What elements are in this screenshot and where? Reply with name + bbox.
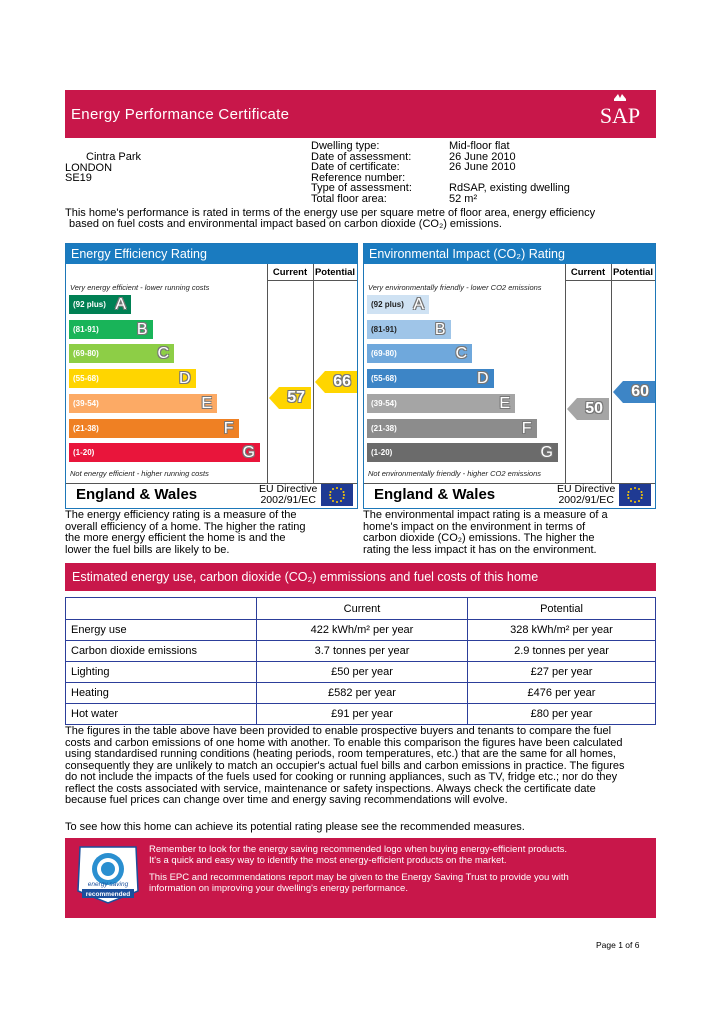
desc-line: rating the less impact it has on the environment.: [363, 543, 597, 556]
table-header-row: [66, 598, 656, 620]
estimated-costs-title: Estimated energy use, carbon dioxide (CO₂) emmissions and fuel costs of this home: [65, 563, 656, 591]
rating-band-c: [69, 344, 174, 363]
band-letter: E: [499, 394, 510, 412]
eu-flag-icon: [619, 484, 651, 506]
banner-line: This EPC and recommendations report may be given to the Energy Saving Trust to provide you with: [149, 872, 569, 883]
potential-rating-arrow: [613, 381, 655, 403]
band-letter: C: [455, 345, 467, 363]
band-letter: B: [136, 320, 148, 338]
energy-efficiency-title: Energy Efficiency Rating: [66, 244, 357, 264]
detail-value: Mid-floor flat: [449, 140, 510, 152]
address-line-1: Cintra Park: [86, 151, 142, 163]
efficiency-description: [65, 510, 355, 556]
row-potential: 328 kWh/m² per year: [468, 620, 656, 641]
eu-directive: [259, 484, 317, 506]
environmental-impact-title: Environmental Impact (CO₂) Rating: [364, 244, 655, 264]
band-letter: D: [476, 370, 489, 388]
rating-band-g: [367, 443, 558, 462]
header-divider: [565, 280, 655, 281]
row-label: Energy use: [66, 620, 257, 641]
rating-band-g: [69, 443, 260, 462]
potential-column-header: Potential: [314, 267, 356, 278]
detail-row: [311, 183, 570, 194]
current-column-header: Current: [272, 267, 308, 278]
band-range: (69-80): [73, 349, 99, 359]
rating-band-d: [69, 369, 196, 388]
environmental-impact-panel: [363, 243, 656, 509]
address-line-2: LONDON: [65, 161, 113, 174]
band-letter: E: [201, 394, 212, 412]
directive-line-2: 2002/91/EC: [558, 494, 614, 506]
rating-band-a: [69, 295, 131, 314]
band-range: (39-54): [73, 398, 99, 408]
row-potential: £476 per year: [468, 683, 656, 704]
para-line: costs and carbon emissions of one home with another. To enable this comparison the figures have been calculated: [65, 736, 623, 749]
top-note: Very environmentally friendly - lower CO2 emissions: [368, 283, 542, 292]
para-line: reflect the costs associated with service, maintenance or safety inspections. Always check the certificate date: [65, 782, 596, 795]
band-range: (1-20): [73, 448, 95, 458]
potential-rating-value: 66: [333, 372, 351, 390]
certificate-title: Energy Performance Certificate: [71, 106, 290, 123]
property-address: [65, 152, 141, 184]
table-header-current: Current: [257, 598, 468, 620]
rating-band-b: [367, 320, 451, 339]
detail-label: Reference number:: [311, 171, 406, 184]
sap-logo-icon: [592, 93, 648, 133]
band-range: (81-91): [371, 324, 397, 334]
detail-value: 52 m²: [449, 192, 478, 205]
intro-line-1: This home's performance is rated in terms of the energy use per square metre of floor area, energy efficiency: [65, 207, 596, 219]
estimated-costs-table: [65, 597, 656, 725]
directive-line-1: EU Directive: [557, 483, 616, 495]
sap-logo-text: SAP: [599, 103, 641, 128]
para-line: using standardised running conditions (heating periods, room temperatures, etc.) that are the same for all homes,: [65, 748, 616, 760]
desc-line: The energy efficiency rating is a measure of the: [65, 509, 297, 521]
band-range: (92 plus): [73, 300, 106, 309]
row-label: Lighting: [66, 662, 257, 683]
band-range: (21-38): [73, 423, 99, 433]
para-line: The figures in the table above have been provided to enable prospective buyers and tenants to compare the fuel: [65, 725, 612, 737]
panel-footer: [367, 483, 652, 507]
detail-value: 26 June 2010: [449, 161, 516, 173]
directive-line-2: 2002/91/EC: [260, 494, 316, 506]
banner-text-1: [149, 844, 567, 866]
detail-row: [311, 141, 570, 152]
region-label: England & Wales: [374, 486, 496, 503]
row-label: Hot water: [66, 704, 257, 725]
table-header-blank: [66, 598, 257, 620]
desc-line: carbon dioxide (CO₂) emissions. The higher the: [363, 532, 595, 544]
rating-band-d: [367, 369, 494, 388]
row-potential: £80 per year: [468, 704, 656, 725]
rating-band-f: [69, 419, 239, 438]
desc-line: The environmental impact rating is a measure of a: [363, 509, 608, 521]
energy-saving-banner: [65, 838, 656, 918]
detail-label: Total floor area:: [311, 192, 387, 205]
detail-label: Date of assessment:: [311, 150, 412, 163]
column-divider: [313, 264, 314, 483]
rating-band-f: [367, 419, 537, 438]
desc-line: lower the fuel bills are likely to be.: [65, 543, 230, 556]
detail-label: Type of assessment:: [311, 182, 412, 194]
para-line: do not include the impacts of the fuels used for cooking or running appliances, such as TV, fridge etc.; nor do they: [65, 771, 618, 783]
page-number: Page 1 of 6: [596, 940, 640, 950]
potential-rating-arrow: [315, 371, 357, 393]
detail-value: RdSAP, existing dwelling: [449, 182, 570, 194]
column-divider: [611, 264, 612, 483]
band-letter: G: [242, 444, 255, 462]
band-letter: G: [540, 444, 553, 462]
detail-label: Date of certificate:: [311, 161, 400, 173]
table-row: [66, 620, 656, 641]
property-details: [311, 141, 570, 204]
current-rating-value: 57: [287, 388, 305, 406]
table-header-potential: Potential: [468, 598, 656, 620]
table-row: [66, 662, 656, 683]
band-letter: F: [223, 419, 234, 437]
current-rating-arrow: [567, 398, 609, 420]
eu-directive: [557, 484, 615, 506]
band-range: (55-68): [73, 374, 99, 384]
bottom-note: Not environmentally friendly - higher CO2 emissions: [368, 469, 541, 478]
row-potential: 2.9 tonnes per year: [468, 641, 656, 662]
figures-explanation: [65, 726, 663, 807]
detail-label: Dwelling type:: [311, 140, 380, 152]
directive-line-1: EU Directive: [259, 483, 318, 495]
banner-text-2: [149, 872, 569, 894]
banner-line: information on improving your dwelling's energy performance.: [149, 883, 408, 894]
row-potential: £27 per year: [468, 662, 656, 683]
top-note: Very energy efficient - lower running costs: [70, 283, 210, 292]
eu-flag-icon: [321, 484, 353, 506]
column-divider: [565, 264, 566, 483]
table-row: [66, 683, 656, 704]
rating-band-c: [367, 344, 472, 363]
panel-footer: [69, 483, 354, 507]
energy-saving-recommended-logo-icon: [72, 841, 144, 915]
row-label: Heating: [66, 683, 257, 704]
desc-line: the more energy efficient the home is and the: [65, 532, 286, 544]
band-letter: B: [434, 320, 446, 338]
header-divider: [267, 280, 357, 281]
recommendation-note: To see how this home can achieve its potential rating please see the recommended measures.: [65, 821, 525, 833]
potential-rating-value: 60: [631, 383, 649, 401]
rating-band-a: [367, 295, 429, 314]
band-letter: A: [115, 296, 126, 313]
band-range: (69-80): [371, 349, 397, 359]
table-row: [66, 641, 656, 662]
band-letter: A: [413, 296, 424, 313]
environment-description: [363, 510, 653, 556]
bottom-note: Not energy efficient - higher running costs: [70, 469, 209, 478]
band-letter: F: [521, 419, 532, 437]
intro-text: [65, 208, 665, 230]
rating-band-b: [69, 320, 153, 339]
detail-row: [311, 162, 570, 173]
current-rating-value: 50: [585, 399, 603, 417]
detail-row: [311, 194, 570, 205]
logo-text-2: recommended: [85, 891, 131, 898]
detail-value: 26 June 2010: [449, 150, 516, 163]
row-current: 422 kWh/m² per year: [257, 620, 468, 641]
intro-line-2: based on fuel costs and environmental impact based on carbon dioxide (CO₂) emissions.: [69, 218, 502, 230]
band-range: (39-54): [371, 398, 397, 408]
row-label: Carbon dioxide emissions: [66, 641, 257, 662]
desc-line: home's impact on the environment in terms of: [363, 520, 586, 533]
para-line: consequently they are unlikely to match an occupier's actual fuel bills and carbon emissions in practice. The figures: [65, 759, 625, 772]
rating-band-e: [367, 394, 515, 413]
address-line-3: SE19: [65, 172, 92, 184]
rating-band-e: [69, 394, 217, 413]
row-current: £91 per year: [257, 704, 468, 725]
energy-efficiency-panel: [65, 243, 358, 509]
current-column-header: Current: [570, 267, 606, 278]
band-range: (92 plus): [371, 300, 404, 309]
desc-line: overall efficiency of a home. The higher the rating: [65, 520, 306, 533]
banner-line: It's a quick and easy way to identify the most energy-efficient products on the market.: [149, 855, 507, 866]
band-range: (21-38): [371, 423, 397, 433]
band-range: (81-91): [73, 324, 99, 334]
certificate-header: [65, 90, 656, 138]
table-row: [66, 704, 656, 725]
band-letter: C: [157, 345, 169, 363]
banner-line: Remember to look for the energy saving recommended logo when buying energy-efficient products.: [149, 844, 568, 855]
band-range: (55-68): [371, 374, 397, 384]
row-current: 3.7 tonnes per year: [257, 641, 468, 662]
potential-column-header: Potential: [612, 267, 654, 278]
logo-text-1: energy saving: [87, 881, 129, 888]
column-divider: [267, 264, 268, 483]
para-line: because fuel prices can change over time and energy saving recommendations will evolve.: [65, 794, 508, 806]
row-current: £582 per year: [257, 683, 468, 704]
row-current: £50 per year: [257, 662, 468, 683]
band-range: (1-20): [371, 448, 393, 458]
current-rating-arrow: [269, 387, 311, 409]
band-letter: D: [178, 370, 191, 388]
region-label: England & Wales: [76, 486, 198, 503]
